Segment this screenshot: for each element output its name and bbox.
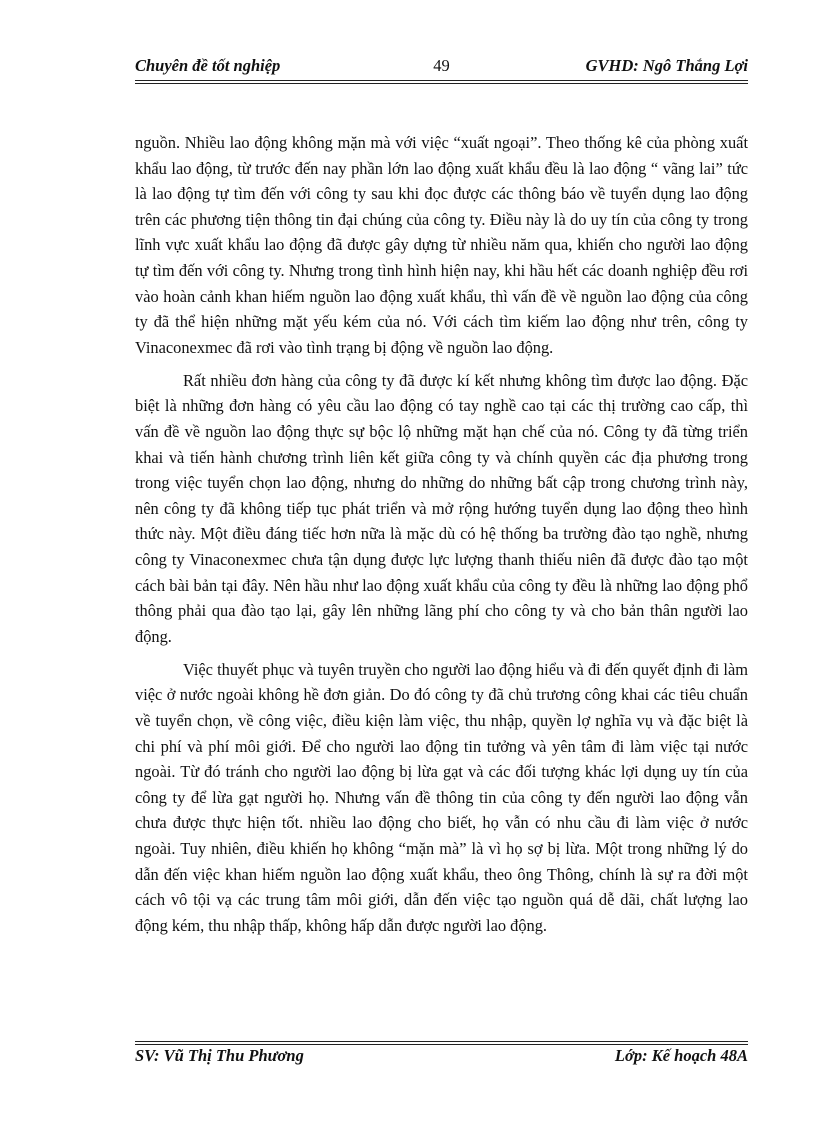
paragraph-3: Việc thuyết phục và tuyên truyền cho người lao động hiểu và đi đến quyết định đi làm việc ở nước ngoài không hề đơn giản. Do đó công ty đã chủ trương công khai các tiêu chuẩn về tuyển chọn, về công việc, điều kiện làm việc, thu nhập, quyền lợ nghĩa vụ và đặc biệt là chi phí và phí môi giới. Để cho người lao động tin tưởng và yên tâm đi làm việc tại nước ngoài. Từ đó tránh cho người lao động bị lừa gạt và các đối tượng khác lợi dụng uy tín của công ty để lừa gạt người họ. Nhưng vấn đề thông tin của công ty đến người lao động vẫn chưa được thực hiện tốt. nhiều lao động cho biết, họ vẫn có nhu cầu đi làm việc ở nước ngoài. Tuy nhiên, điều khiến họ không “mặn mà” là vì họ sợ bị lừa. Một trong những lý do dẫn đến việc khan hiếm nguồn lao động xuất khẩu, theo ông Thông, chính là sự ra đời một cách vô tội vạ các trung tâm môi giới, dẫn đến việc tạo nguồn quá dễ dãi, chất lượng lao động kém, thu nhập thấp, không hấp dẫn được người lao động. <box>135 659 748 935</box>
paragraph-2: Rất nhiều đơn hàng của công ty đã được kí kết nhưng không tìm được lao động. Đặc biệt là những đơn hàng có yêu cầu lao động có tay nghề cao tại các thị trường cao cấp, thì vấn đề về nguồn lao động thực sự bộc lộ những mặt hạn chế của nó. Công ty đã từng triển khai và tiến hành chương trình liên kết giữa công ty và chính quyền các địa phương trong trong việc tuyển chọn lao động, nhưng do những do những bất cập trong chương trình này, nên công ty đã không tiếp tục phát triển và mở rộng hướng tuyển dụng lao động theo hình thức này. Một điều đáng tiếc hơn nữa là mặc dù có hệ thống ba trường đào tạo nghề, nhưng công ty Vinaconexmec chưa tận dụng được lực lượng thanh thiếu niên đã được đào tạo một cách bài bản tại đây. Nên hầu như lao động xuất khẩu của công ty đều là những lao động phổ thông phải qua đào tạo lại, gây lên những lãng phí cho công ty và cho bản thân người lao động. <box>135 370 748 646</box>
page-footer <box>135 1046 748 1072</box>
header-title: Chuyên đề tốt nghiệp <box>135 56 281 75</box>
page-number: 49 <box>433 56 450 75</box>
paragraph-1: nguồn. Nhiều lao động không mặn mà với việc “xuất ngoại”. Theo thống kê của phòng xuất khẩu lao động, từ trước đến nay phần lớn lao động xuất khẩu đều là lao động “ vãng lai” tức là lao động tự tìm đến với công ty sau khi đọc được các thông báo về tuyển dụng lao động trên các phương tiện thông tin đại chúng của công ty. Điều này là do uy tín của công ty trong lĩnh vực xuất khẩu lao động đã được gây dựng từ nhiều năm qua, khiến cho người lao động tự tìm đến với công ty. Nhưng trong tình hình hiện nay, khi hầu hết các doanh nghiệp đều rơi vào hoàn cảnh khan hiếm nguồn lao động xuất khẩu, thì vấn đề về nguồn lao động của công ty đã thể hiện những mặt yếu kém của nó. Với cách tìm kiếm lao động như trên, công ty Vinaconexmec đã rơi vào tình trạng bị động về nguồn lao động. <box>135 133 748 357</box>
header-rule-double <box>135 83 748 84</box>
header-advisor: GVHD: Ngô Thắng Lợi <box>585 56 748 75</box>
footer-rule-double <box>135 1044 748 1045</box>
body-text <box>135 130 748 946</box>
header-rule <box>135 80 748 81</box>
footer-rule <box>135 1041 748 1042</box>
footer-student: SV: Vũ Thị Thu Phương <box>135 1046 304 1065</box>
page-header <box>135 56 748 82</box>
footer-class: Lớp: Kế hoạch 48A <box>614 1046 748 1065</box>
